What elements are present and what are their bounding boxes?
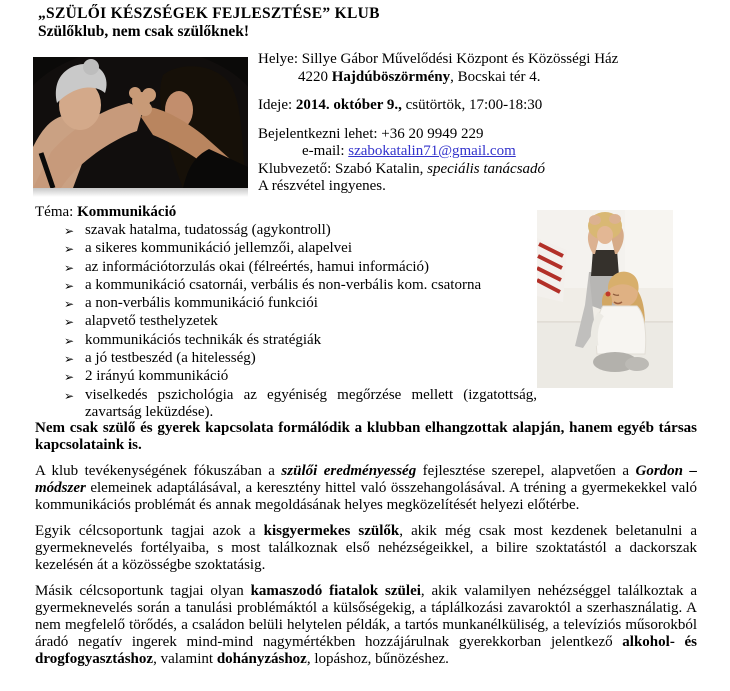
- date-line: Ideje: 2014. október 9., csütörtök, 17:00-18:30: [258, 97, 543, 113]
- body-text: [35, 420, 697, 677]
- topic-name: Kommunikáció: [77, 204, 177, 220]
- emphasis-parental-effectiveness: szülői eredményesség: [281, 463, 417, 479]
- stressed-mother-child-photo: [537, 210, 673, 388]
- free-participation-line: A részvétel ingyenes.: [258, 178, 386, 194]
- arrow-bullet-icon: ➢: [64, 260, 75, 275]
- topic-item: ➢ 2 irányú kommunikáció: [35, 368, 537, 386]
- topic-item: ➢ az információtorzulás okai (félreértés, hamui információ): [35, 259, 537, 277]
- club-description-paragraph: A klub tevékenységének fókuszában a szülői eredményesség fejlesztése szerepel, alapvetően a Gordon – módszer elemeinek adaptálásával, a keresztény hittel való összehangolásával. A tréning a gyermekekkel való kommunikációs problémát és annak megoldásának helyes megközelítését helyezi előtérbe.: [35, 463, 697, 513]
- emphasis-teen-parents: kamaszodó fiatalok szülei: [250, 583, 421, 599]
- topic-item: ➢ a sikeres kommunikáció jellemzői, alapelvei: [35, 240, 537, 258]
- target-group-2-paragraph: Másik célcsoportunk tagjai olyan kamaszodó fiatalok szülei, akik valamilyen nehézséggel találkoztak a gyermeknevelés során a tanulási problémáktól a külsőségekig, a táplálkozási zavaroktól a szerhasználatig. A nem megfelelő törődés, a családon belüli helytelen példák, a tartós munkanélküliség, a televíziós műsorokból áradó negatív ingerek mind-mind nagymértékben hozzájárulnak gyerekkorban jelentkező alkohol- és drogfogyasztáshoz, valamint dohányzáshoz, lopáshoz, bűnözéshez.: [35, 583, 697, 667]
- arrow-bullet-icon: ➢: [64, 388, 75, 403]
- arrow-bullet-icon: ➢: [64, 315, 75, 330]
- page-title: „SZÜLŐI KÉSZSÉGEK FEJLESZTÉSE” KLUB: [38, 5, 380, 22]
- page-subtitle: Szülőklub, nem csak szülőknek!: [38, 23, 250, 40]
- topic-item: ➢ a kommunikáció csatornái, verbális és non-verbális kom. csatorna: [35, 277, 537, 295]
- arrow-bullet-icon: ➢: [64, 278, 75, 293]
- event-info: [258, 51, 708, 196]
- arrow-bullet-icon: ➢: [64, 224, 75, 238]
- email-line: e-mail: szabokatalin71@gmail.com: [302, 143, 516, 159]
- emphasis-gordon-method: Gordon – módszer: [35, 463, 697, 496]
- arrow-bullet-icon: ➢: [64, 352, 75, 367]
- topic-list: [35, 222, 537, 421]
- mother-child-illustration: [537, 210, 673, 388]
- topic-item: ➢ szavak hatalma, tudatosság (agykontroll): [35, 222, 537, 240]
- city-name: Hajdúböszörmény: [331, 68, 451, 85]
- emphasis-smoking: dohányzáshoz: [216, 651, 307, 667]
- arm-wrestling-photo: [33, 57, 248, 188]
- arrow-bullet-icon: ➢: [64, 297, 75, 312]
- topic-heading: Téma: Kommunikáció: [35, 204, 177, 220]
- address-line: 4220 Hajdúböszörmény, Bocskai tér 4.: [298, 68, 541, 85]
- venue-line: Helye: Sillye Gábor Művelődési Központ és Közösségi Ház: [258, 51, 619, 67]
- topic-section: [35, 203, 537, 421]
- arm-wrestling-illustration: [33, 57, 248, 188]
- emphasis-young-parents: kisgyermekes szülők: [263, 523, 400, 539]
- emphasis-alcohol-drugs: alkohol- és drogfogyasztáshoz: [35, 634, 697, 667]
- intro-paragraph: Nem csak szülő és gyerek kapcsolata formálódik a klubban elhangzottak alapján, hanem egyéb társas kapcsolataink is.: [35, 420, 697, 453]
- topic-item: ➢ viselkedés pszichológia az egyéniség megőrzése mellett (izgatottság, zavartság leküzdése).: [64, 386, 537, 420]
- arrow-bullet-icon: ➢: [64, 370, 75, 385]
- topic-item: ➢ alapvető testhelyzetek: [35, 313, 537, 331]
- event-date: 2014. október 9.,: [295, 97, 402, 113]
- leader-role: speciális tanácsadó: [427, 160, 546, 177]
- topic-item: ➢ kommunikációs technikák és stratégiák: [35, 332, 537, 350]
- topic-item: ➢ a jó testbeszéd (a hitelesség): [35, 350, 537, 368]
- phone-line: Bejelentkezni lehet: +36 20 9949 229: [258, 125, 484, 142]
- target-group-1-paragraph: Egyik célcsoportunk tagjai azok a kisgyermekes szülők, akik még csak most kezdenek beletanulni a gyermeknevelés fortélyaiba, s most találkoznak első nehézségeikkel, a bilire szoktatástól a dackorszak kezelésén át a közösségbe szoktatásig.: [35, 523, 697, 573]
- photo-shadow: [33, 188, 248, 197]
- arrow-bullet-icon: ➢: [64, 242, 75, 257]
- email-link[interactable]: szabokatalin71@gmail.com: [348, 143, 516, 159]
- topic-item: ➢ a non-verbális kommunikáció funkciói: [35, 295, 537, 313]
- leader-line: Klubvezető: Szabó Katalin, speciális tanácsadó: [258, 160, 546, 177]
- arrow-bullet-icon: ➢: [64, 333, 75, 348]
